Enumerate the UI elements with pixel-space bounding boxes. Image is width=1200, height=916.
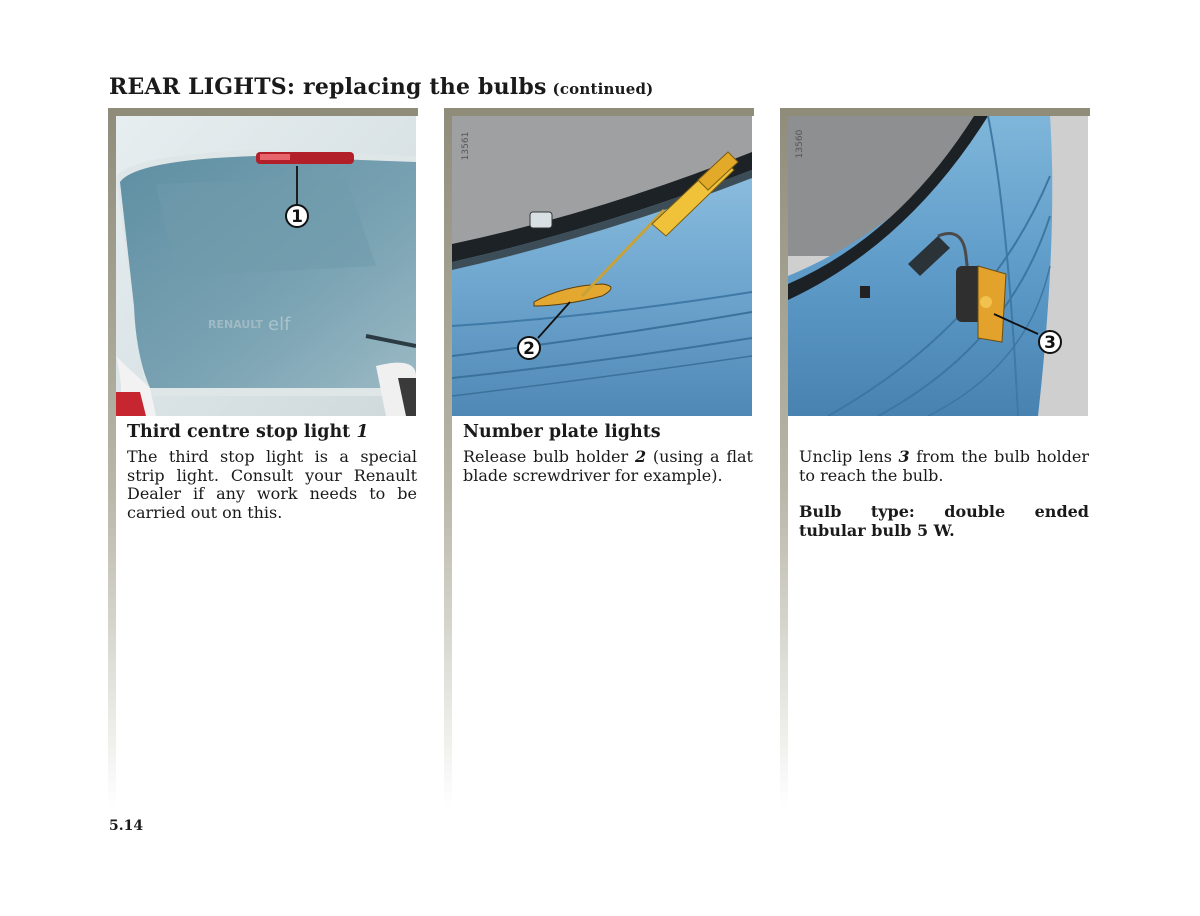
- column-top-bar: [444, 108, 754, 116]
- body-paragraph: Unclip lens 3 from the bulb holder to reach the bulb.: [799, 447, 1089, 485]
- column-side-bar: [444, 108, 452, 808]
- bulb-type-note: Bulb type: double ended tubular bulb 5 W.: [799, 502, 1089, 540]
- heading-ref-number: 1: [356, 422, 369, 442]
- callout-3: [1039, 331, 1061, 353]
- svg-text:1: 1: [291, 207, 303, 227]
- section-body: [799, 448, 1089, 558]
- body-ref-number: 3: [898, 447, 910, 466]
- body-paragraph: The third stop light is a special strip light. Consult your Renault Dealer if any work needs to be carried out on this.: [127, 447, 417, 522]
- callout-2: [518, 337, 540, 359]
- column-top-bar: [780, 108, 1090, 116]
- svg-text:3: 3: [1044, 333, 1056, 353]
- image-code: 13561: [461, 131, 471, 161]
- column-bulb-type: [780, 108, 1090, 808]
- section-heading: Number plate lights: [463, 422, 661, 442]
- page-title-text: REAR LIGHTS: replacing the bulbs: [109, 74, 547, 100]
- section-body: [463, 448, 753, 503]
- photo-number-plate-light: [452, 116, 752, 416]
- photo-bulb-holder: [788, 116, 1088, 416]
- decal-partner-text: elf: [268, 314, 291, 335]
- section-heading: Third centre stop light 1: [127, 422, 369, 442]
- column-side-bar: [108, 108, 116, 808]
- column-side-bar: [780, 108, 788, 808]
- page-title: [109, 74, 653, 100]
- body-paragraph: Release bulb holder 2 (using a flat blade screwdriver for example).: [463, 447, 753, 485]
- column-number-plate-lights: [444, 108, 754, 808]
- decal-brand-text: RENAULT: [208, 318, 263, 331]
- section-body: [127, 448, 417, 540]
- page-title-suffix: (continued): [552, 80, 654, 98]
- image-code: 13560: [795, 129, 805, 159]
- column-top-bar: [108, 108, 418, 116]
- svg-text:2: 2: [523, 339, 535, 359]
- column-third-stop-light: [108, 108, 418, 808]
- page-number: 5.14: [109, 818, 144, 834]
- photo-rear-window: [116, 116, 416, 416]
- callout-1: [286, 205, 308, 227]
- body-ref-number: 2: [634, 447, 647, 466]
